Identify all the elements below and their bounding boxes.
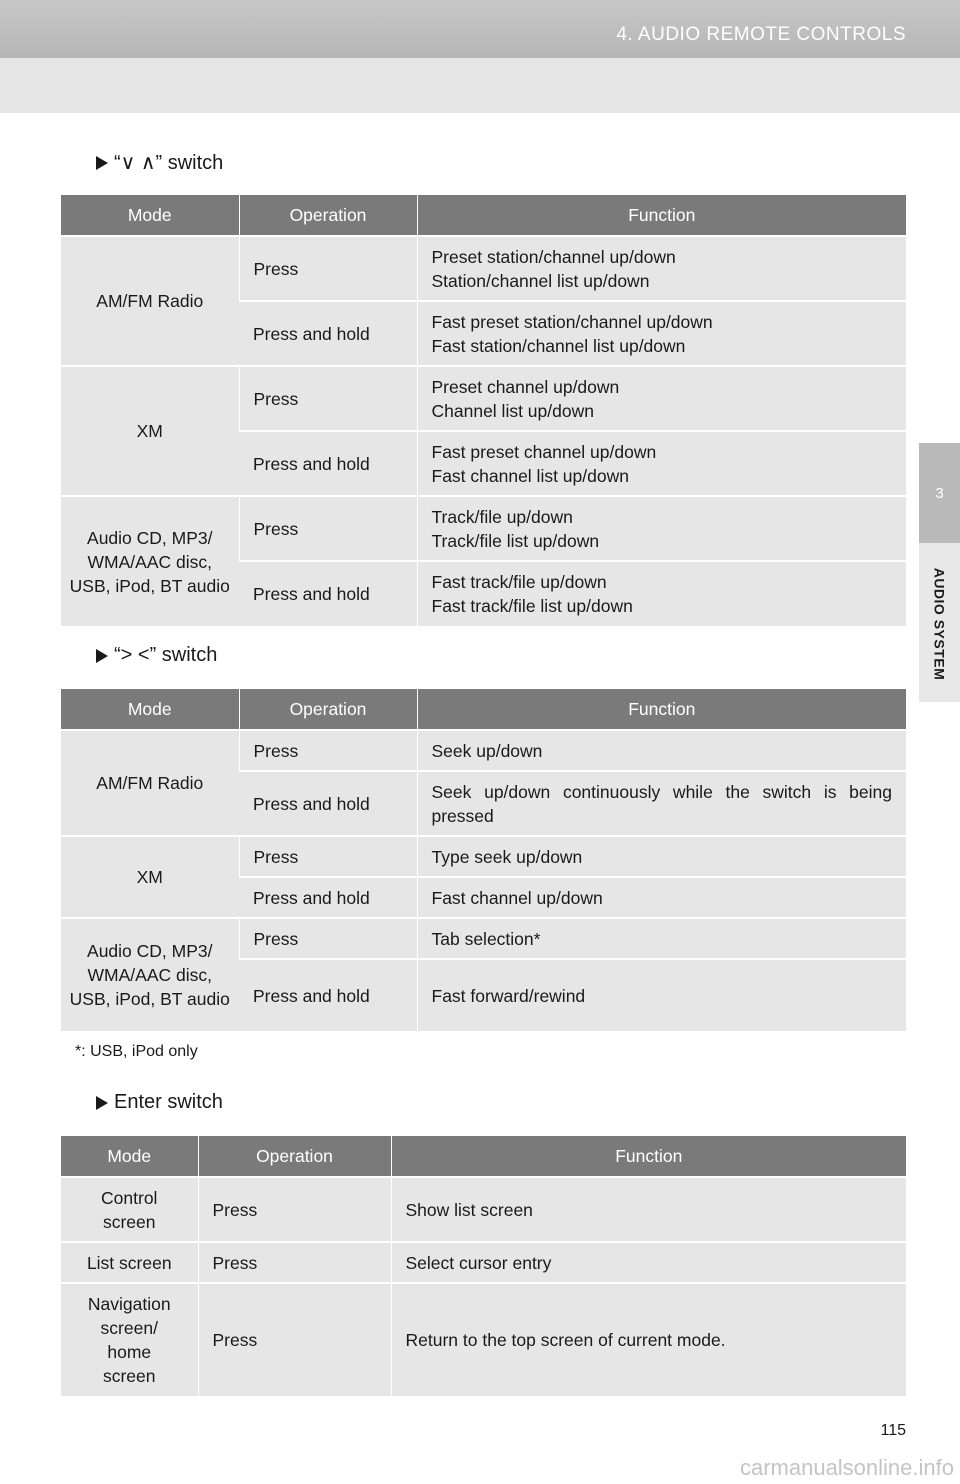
side-tab-label-wrap <box>919 545 960 702</box>
function-cell: Fast preset station/channel up/down Fast station/channel list up/down <box>417 301 906 366</box>
function-cell: Track/file up/down Track/file list up/down <box>417 496 906 561</box>
table-row <box>61 1242 906 1283</box>
mode-cell: Control screen <box>61 1177 198 1242</box>
triangle-bullet-icon <box>96 156 108 170</box>
operation-cell: Press <box>239 918 417 959</box>
table-enter-switch <box>61 1136 906 1396</box>
operation-cell: Press and hold <box>239 877 417 918</box>
mode-cell: Audio CD, MP3/ WMA/AAC disc, USB, iPod, BT audio <box>61 496 239 626</box>
function-cell: Seek up/down <box>417 730 906 771</box>
table-updown-switch <box>61 195 906 626</box>
side-tab-number: 3 <box>919 443 960 543</box>
mode-cell: List screen <box>61 1242 198 1283</box>
mode-cell: Navigation screen/ home screen <box>61 1283 198 1396</box>
operation-cell: Press and hold <box>239 561 417 626</box>
mode-cell: XM <box>61 836 239 918</box>
operation-cell: Press <box>239 836 417 877</box>
column-header-mode: Mode <box>61 195 239 236</box>
operation-cell: Press <box>239 496 417 561</box>
column-header-function: Function <box>417 689 906 730</box>
subheader-band <box>0 58 960 113</box>
section-heading-text: Enter switch <box>114 1091 223 1113</box>
function-cell: Tab selection* <box>417 918 906 959</box>
table-row <box>61 836 906 877</box>
operation-cell: Press <box>198 1283 391 1396</box>
function-cell: Fast forward/rewind <box>417 959 906 1031</box>
function-cell: Show list screen <box>391 1177 906 1242</box>
chapter-title: 4. AUDIO REMOTE CONTROLS <box>616 24 906 45</box>
mode-cell: AM/FM Radio <box>61 236 239 366</box>
section-heading-updown <box>96 150 223 175</box>
triangle-bullet-icon <box>96 1096 108 1110</box>
column-header-function: Function <box>417 195 906 236</box>
function-cell: Return to the top screen of current mode. <box>391 1283 906 1396</box>
table-row <box>61 730 906 771</box>
side-tab-label: AUDIO SYSTEM <box>931 567 948 680</box>
operation-cell: Press <box>239 236 417 301</box>
mode-cell: XM <box>61 366 239 496</box>
function-cell: Preset station/channel up/down Station/channel list up/down <box>417 236 906 301</box>
operation-cell: Press and hold <box>239 959 417 1031</box>
function-cell: Fast channel up/down <box>417 877 906 918</box>
table-row <box>61 1177 906 1242</box>
watermark: carmanualsonline.info <box>739 1455 954 1480</box>
column-header-operation: Operation <box>239 195 417 236</box>
table-leftright-switch <box>61 689 906 1031</box>
section-heading-leftright <box>96 644 217 667</box>
operation-cell: Press <box>239 366 417 431</box>
function-cell: Preset channel up/down Channel list up/down <box>417 366 906 431</box>
section-heading-enter <box>96 1091 223 1114</box>
mode-cell: Audio CD, MP3/ WMA/AAC disc, USB, iPod, BT audio <box>61 918 239 1031</box>
operation-cell: Press <box>239 730 417 771</box>
table-row <box>61 366 906 431</box>
operation-cell: Press and hold <box>239 771 417 836</box>
section-heading-text: “> <” switch <box>114 644 218 666</box>
function-cell: Type seek up/down <box>417 836 906 877</box>
operation-cell: Press <box>198 1242 391 1283</box>
mode-cell: AM/FM Radio <box>61 730 239 836</box>
table-row <box>61 236 906 301</box>
footnote: *: USB, iPod only <box>75 1043 198 1060</box>
column-header-mode: Mode <box>61 1136 198 1177</box>
page-number: 115 <box>880 1422 906 1439</box>
column-header-operation: Operation <box>198 1136 391 1177</box>
section-heading-text: “∨ ∧” switch <box>114 152 224 174</box>
column-header-mode: Mode <box>61 689 239 730</box>
column-header-function: Function <box>391 1136 906 1177</box>
triangle-bullet-icon <box>96 649 108 663</box>
function-cell: Select cursor entry <box>391 1242 906 1283</box>
operation-cell: Press and hold <box>239 301 417 366</box>
operation-cell: Press <box>198 1177 391 1242</box>
table-row <box>61 918 906 959</box>
function-cell: Fast track/file up/down Fast track/file list up/down <box>417 561 906 626</box>
operation-cell: Press and hold <box>239 431 417 496</box>
table-row <box>61 1283 906 1396</box>
table-row <box>61 496 906 561</box>
column-header-operation: Operation <box>239 689 417 730</box>
function-cell: Fast preset channel up/down Fast channel list up/down <box>417 431 906 496</box>
function-cell: Seek up/down continuously while the switch is being pressed <box>417 771 906 836</box>
